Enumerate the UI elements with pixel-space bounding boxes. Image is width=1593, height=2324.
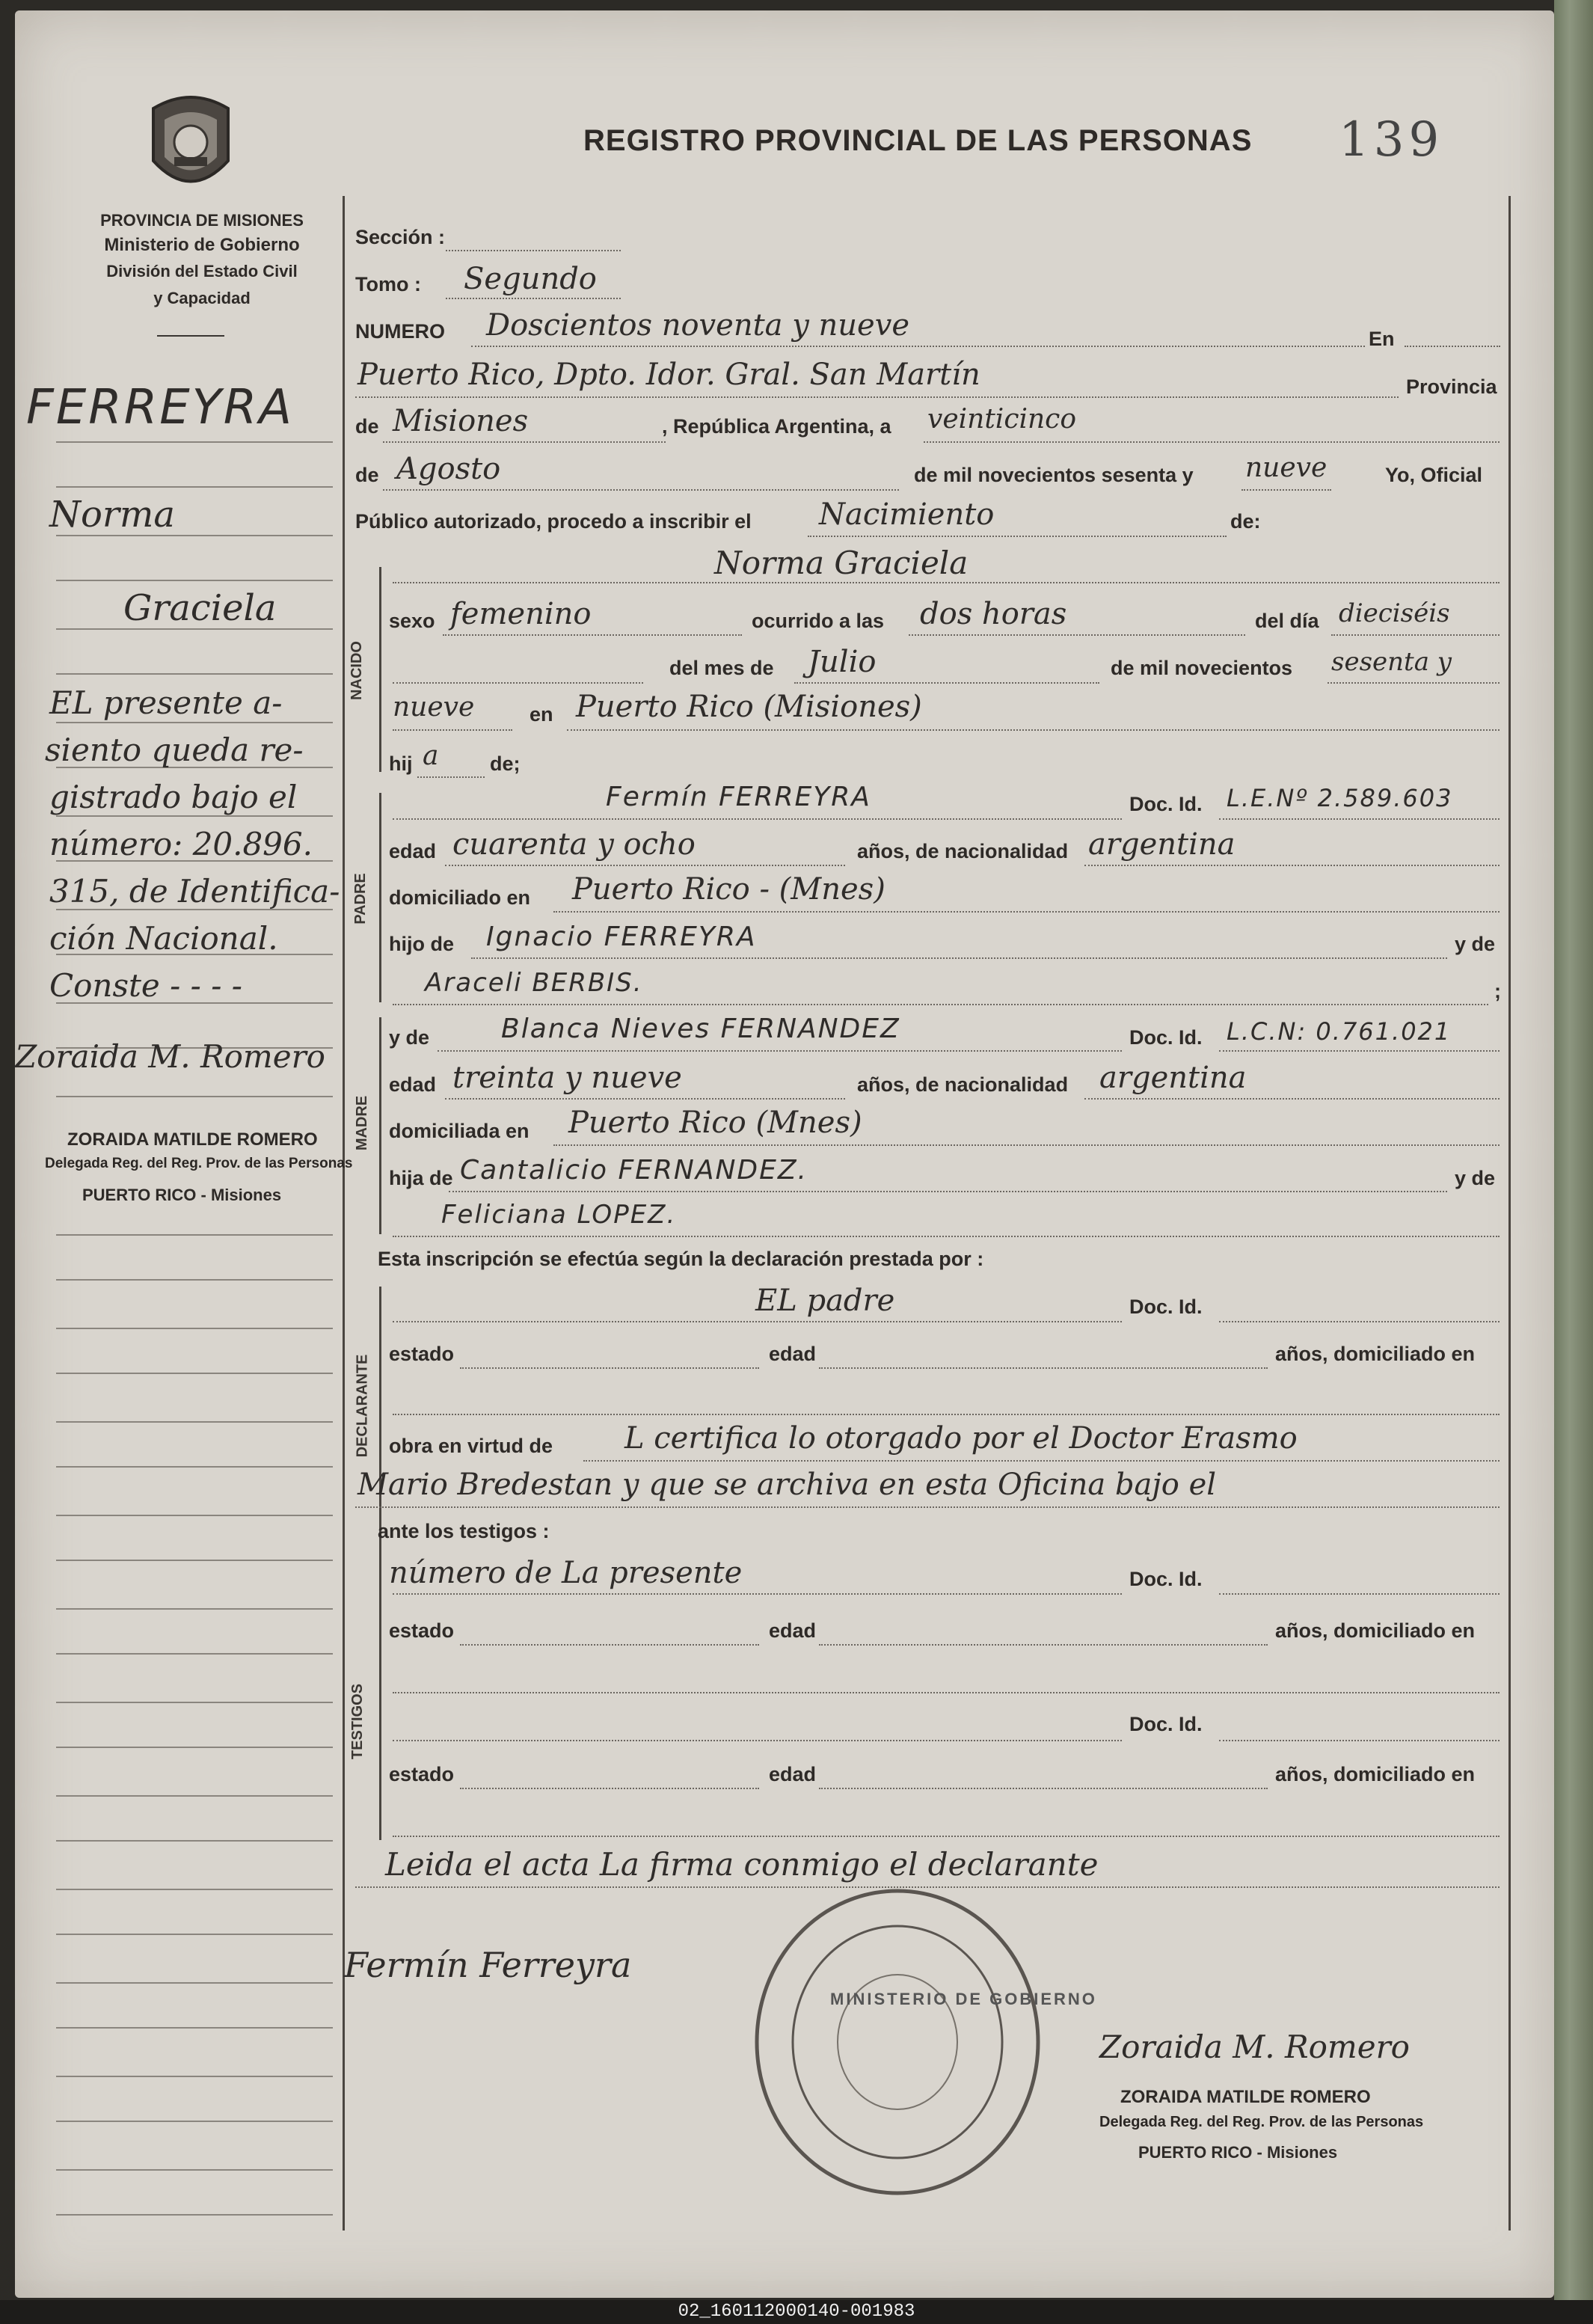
firma-oficial: Zoraida M. Romero	[1099, 2029, 1410, 2065]
en-label: En	[1369, 328, 1395, 350]
hij-label: hij	[389, 752, 413, 775]
padre-doc-label: Doc. Id.	[1129, 793, 1203, 815]
hij-suffix: a	[423, 741, 439, 771]
capacidad-label: y Capacidad	[153, 289, 251, 307]
seal-text: MINISTERIO DE GOBIERNO	[830, 1990, 1097, 2008]
semicolon: ;	[1494, 980, 1501, 1002]
margin-nota-6: ción Nacional.	[49, 920, 278, 957]
margin-rule	[343, 196, 345, 2231]
page-number: 139	[1339, 112, 1444, 168]
dia-letras-value: veinticinco	[927, 404, 1077, 435]
declarante-doc-label: Doc. Id.	[1129, 1296, 1203, 1318]
ministerio-label: Ministerio de Gobierno	[104, 235, 300, 255]
margin-nota-1: EL presente a-	[49, 684, 283, 721]
madre-anios-label: años, de nacionalidad	[857, 1073, 1069, 1096]
de2-label: de	[355, 464, 379, 486]
en2-label: en	[530, 703, 553, 726]
sexo-value: femenino	[450, 597, 592, 631]
padre-edad-label: edad	[389, 840, 437, 862]
image-caption: 02_160112000140-001983	[0, 2300, 1593, 2324]
nacido-label: NACIDO	[348, 641, 365, 700]
margin-nota-2: siento queda re-	[45, 732, 304, 768]
margin-stamp-place: PUERTO RICO - Misiones	[82, 1186, 282, 1204]
divider	[157, 335, 224, 337]
padre-bracket	[379, 793, 381, 1002]
oficial-nombre: ZORAIDA MATILDE ROMERO	[1120, 2087, 1371, 2107]
cierre-text: Leida el acta La firma conmigo el declarante	[385, 1846, 1099, 1883]
testigo-1-value: número de La presente	[389, 1556, 743, 1590]
abuelo-m-value: Cantalicio FERNANDEZ.	[460, 1155, 808, 1186]
madre-label: MADRE	[354, 1095, 371, 1151]
madre-doc-value: L.C.N: 0.761.021	[1227, 1017, 1452, 1046]
madre-nac-value: argentina	[1099, 1061, 1247, 1095]
obra-value-1: L certifica lo otorgado por el Doctor Erasmo	[624, 1421, 1298, 1456]
testigo-1-anios-label: años, domiciliado en	[1275, 1619, 1476, 1642]
provincia-label: PROVINCIA DE MISIONES	[100, 211, 304, 230]
mes-nac-value: Julio	[808, 645, 877, 679]
republica-label: , República Argentina, a	[662, 415, 891, 438]
margin-nombre1: Norma	[49, 494, 175, 536]
testigo-1-edad-label: edad	[769, 1619, 817, 1642]
de3-label: de;	[490, 752, 521, 775]
padre-dom-label: domiciliado en	[389, 886, 531, 909]
madre-bracket	[379, 1017, 381, 1234]
padre-y-de-label: y de	[1455, 933, 1496, 955]
seccion-label: Sección :	[355, 226, 446, 248]
publico-label: Público autorizado, procedo a inscribir el	[355, 510, 752, 533]
madre-dom-value: Puerto Rico (Mnes)	[568, 1106, 862, 1140]
testigo-2-doc-label: Doc. Id.	[1129, 1713, 1203, 1735]
dia-value: dieciséis	[1339, 598, 1450, 628]
margin-nota-5: 315, de Identifica-	[49, 873, 340, 910]
madre-edad-label: edad	[389, 1073, 437, 1096]
madre-value: Blanca Nieves FERNANDEZ	[501, 1014, 900, 1044]
mes-value: Agosto	[396, 452, 501, 486]
margin-nota-4: número: 20.896.	[49, 826, 313, 862]
numero-value: Doscientos noventa y nueve	[486, 308, 909, 343]
numero-label: NUMERO	[355, 320, 445, 343]
declarante-estado-label: estado	[389, 1343, 455, 1365]
abuelo-p-value: Ignacio FERREYRA	[486, 922, 757, 952]
inscripcion-label: Esta inscripción se efectúa según la declaración prestada por :	[378, 1248, 984, 1270]
testigo-1-doc-label: Doc. Id.	[1129, 1568, 1203, 1590]
page-title: REGISTRO PROVINCIAL DE LAS PERSONAS	[583, 124, 1253, 157]
nacido-bracket	[379, 567, 381, 772]
tomo-value: Segundo	[464, 262, 597, 296]
mil-novecientos-label: de mil novecientos sesenta y	[914, 464, 1194, 486]
margin-apellido: FERREYRA	[26, 380, 294, 435]
obra-label: obra en virtud de	[389, 1435, 553, 1457]
declarante-label: DECLARANTE	[354, 1354, 371, 1458]
provincia-value: Misiones	[393, 404, 529, 438]
testigos-bracket	[379, 1548, 381, 1840]
testigo-2-estado-label: estado	[389, 1763, 455, 1785]
madre-dom-label: domiciliada en	[389, 1120, 530, 1142]
ocurrido-label: ocurrido a las	[752, 610, 885, 632]
declarante-value: EL padre	[755, 1284, 895, 1318]
mil-nov2-label: de mil novecientos	[1111, 657, 1293, 679]
de-colon-label: de:	[1230, 510, 1261, 533]
abuela-p-value: Araceli BERBIS.	[425, 968, 643, 998]
testigos-label: TESTIGOS	[349, 1683, 366, 1760]
firma-declarante: Fermín Ferreyra	[344, 1945, 632, 1985]
padre-dom-value: Puerto Rico - (Mnes)	[572, 872, 885, 907]
testigo-1-estado-label: estado	[389, 1619, 455, 1642]
del-mes-label: del mes de	[669, 657, 774, 679]
madre-y-de2-label: y de	[1455, 1167, 1496, 1189]
anio-nac2-value: nueve	[393, 692, 475, 723]
de-label: de	[355, 415, 379, 438]
sexo-label: sexo	[389, 610, 435, 632]
book-spine	[1554, 0, 1593, 2300]
obra-value-2: Mario Bredestan y que se archiva en esta Oficina bajo el	[357, 1468, 1217, 1502]
abuela-m-value: Feliciana LOPEZ.	[441, 1200, 677, 1230]
margin-nombre2: Graciela	[123, 587, 277, 629]
padre-nac-value: argentina	[1088, 827, 1236, 862]
madre-edad-value: treinta y nueve	[452, 1061, 682, 1095]
margin-nota-7: Conste - - - -	[49, 967, 242, 1004]
madre-doc-label: Doc. Id.	[1129, 1026, 1203, 1049]
margin-nota-3: gistrado bajo el	[49, 779, 298, 815]
del-dia-label: del día	[1255, 610, 1319, 632]
lugar-value: Puerto Rico, Dpto. Idor. Gral. San Martín	[357, 358, 980, 392]
madre-y-de-label: y de	[389, 1026, 430, 1049]
declarante-anios-label: años, domiciliado en	[1275, 1343, 1476, 1365]
testigo-2-anios-label: años, domiciliado en	[1275, 1763, 1476, 1785]
oficial-cargo: Delegada Reg. del Reg. Prov. de las Personas	[1099, 2114, 1424, 2130]
anio-nac-value: sesenta y	[1331, 647, 1452, 677]
right-rule	[1508, 196, 1511, 2231]
padre-edad-value: cuarenta y ocho	[452, 827, 696, 862]
division-label: División del Estado Civil	[106, 262, 298, 280]
official-seal-icon	[748, 1885, 1047, 2199]
hijo-de-label: hijo de	[389, 933, 454, 955]
provincial-seal-icon	[138, 90, 243, 202]
nombre-value: Norma Graciela	[714, 545, 969, 581]
testigo-2-edad-label: edad	[769, 1763, 817, 1785]
oficial-lugar: PUERTO RICO - Misiones	[1138, 2143, 1338, 2162]
margin-stamp-role: Delegada Reg. del Reg. Prov. de las Personas	[45, 1156, 353, 1171]
lugar-nac-value: Puerto Rico (Misiones)	[576, 690, 922, 724]
declarante-edad-label: edad	[769, 1343, 817, 1365]
testigos-label-text: ante los testigos :	[378, 1520, 550, 1542]
hora-value: dos horas	[920, 597, 1067, 631]
provincia-label-text: Provincia	[1406, 375, 1497, 398]
padre-doc-value: L.E.Nº 2.589.603	[1227, 784, 1453, 812]
padre-label: PADRE	[352, 873, 369, 925]
yo-oficial-label: Yo, Oficial	[1385, 464, 1483, 486]
padre-value: Fermín FERREYRA	[606, 782, 871, 812]
padre-anios-label: años, de nacionalidad	[857, 840, 1069, 862]
hija-de-label: hija de	[389, 1167, 453, 1189]
margin-signature: Zoraida M. Romero	[15, 1038, 325, 1075]
acto-value: Nacimiento	[819, 497, 995, 532]
margin-stamp-name: ZORAIDA MATILDE ROMERO	[67, 1129, 318, 1150]
anio-value: nueve	[1245, 453, 1328, 483]
tomo-label: Tomo :	[355, 273, 421, 295]
